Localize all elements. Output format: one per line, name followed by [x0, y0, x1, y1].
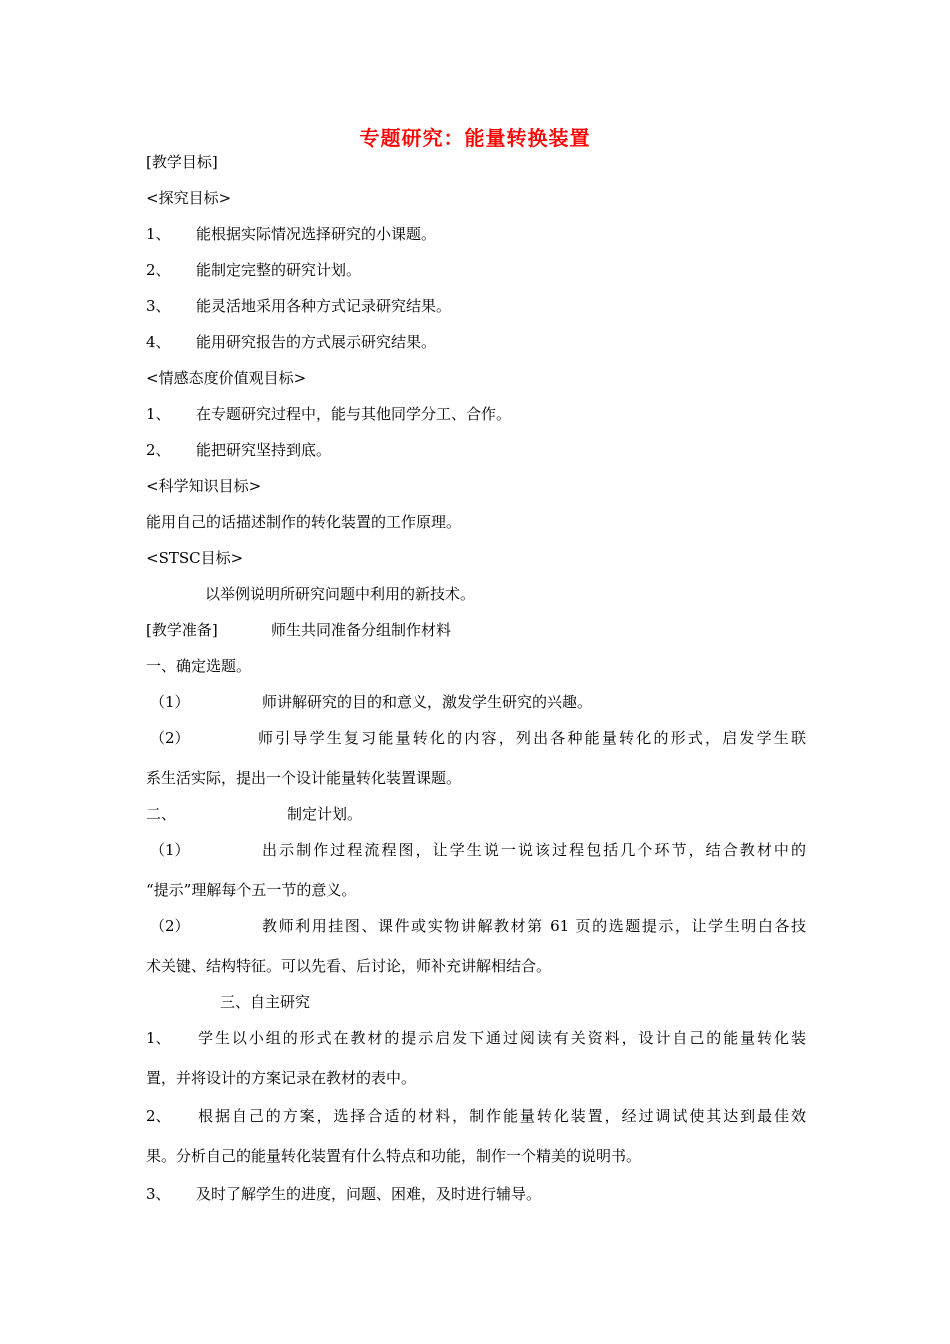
- item-number: （1）: [150, 693, 190, 711]
- item-text-line1: 教师利用挂图、课件或实物讲解教材第 61 页的选题提示，让学生明白各技: [262, 917, 806, 935]
- item-text-line1: 师引导学生复习能量转化的内容，列出各种能量转化的形式，启发学生联: [258, 729, 806, 747]
- prep-text: 师生共同准备分组制作材料: [271, 621, 452, 639]
- heading-emotion-goals: <情感态度价值观目标>: [146, 369, 307, 387]
- section-heading-3: 三、自主研究: [220, 993, 311, 1011]
- section-heading-2: [146, 804, 362, 824]
- list-item: [146, 830, 806, 910]
- item-number: （2）: [150, 917, 190, 935]
- item-number: 3、: [146, 297, 171, 315]
- prep-label: [教学准备]: [146, 621, 218, 639]
- item-number: 4、: [146, 333, 171, 351]
- list-item: [146, 404, 511, 424]
- heading-explore-goals: <探究目标>: [146, 189, 232, 207]
- list-item: [146, 440, 331, 460]
- list-item: [146, 1018, 806, 1098]
- item-text-line2: 系生活实际，提出一个设计能量转化装置课题。: [146, 769, 462, 787]
- list-item: [146, 1096, 806, 1176]
- heading-science-goals: <科学知识目标>: [146, 477, 262, 495]
- item-text-line1: 根据自己的方案，选择合适的材料，制作能量转化装置，经过调试使其达到最佳效: [198, 1107, 806, 1125]
- item-text-line2: 果。分析自己的能量转化装置有什么特点和功能，制作一个精美的说明书。: [146, 1147, 642, 1165]
- item-text-line2: 术关键、结构特征。可以先看、后讨论，师补充讲解相结合。: [146, 957, 552, 975]
- list-item: [146, 332, 436, 352]
- section-number: 二、: [146, 805, 177, 823]
- item-text: 及时了解学生的进度，问题、困难，及时进行辅导。: [196, 1185, 542, 1203]
- list-item: [146, 906, 806, 986]
- list-item: [146, 224, 436, 244]
- item-text-line1: 学生以小组的形式在教材的提示启发下通过阅读有关资料，设计自己的能量转化装: [198, 1029, 806, 1047]
- item-number: （1）: [150, 841, 190, 859]
- list-item: [146, 718, 806, 798]
- item-text-line2: “提示”理解每个五一节的意义。: [146, 881, 357, 899]
- item-number: 2、: [146, 261, 171, 279]
- science-goal-text: 能用自己的话描述制作的转化装置的工作原理。: [146, 513, 462, 531]
- list-item: [146, 260, 361, 280]
- item-number: 2、: [146, 1107, 171, 1125]
- item-text: 能把研究坚持到底。: [196, 441, 332, 459]
- list-item: [146, 1184, 541, 1204]
- document-title: 专题研究：能量转换装置: [359, 126, 591, 150]
- item-number: 1、: [146, 1029, 171, 1047]
- item-text: 在专题研究过程中，能与其他同学分工、合作。: [196, 405, 512, 423]
- item-text-line1: 出示制作过程流程图，让学生说一说该过程包括几个环节，结合教材中的: [262, 841, 806, 859]
- item-number: 2、: [146, 441, 171, 459]
- section-heading-1: 一、确定选题。: [146, 657, 252, 675]
- heading-teaching-goals: [教学目标]: [146, 153, 218, 171]
- item-text-line2: 置，并将设计的方案记录在教材的表中。: [146, 1069, 417, 1087]
- item-number: 1、: [146, 225, 171, 243]
- item-text: 能制定完整的研究计划。: [196, 261, 362, 279]
- item-text: 师讲解研究的目的和意义，激发学生研究的兴趣。: [262, 693, 593, 711]
- item-number: 3、: [146, 1185, 171, 1203]
- list-item: [146, 296, 451, 316]
- item-number: （2）: [150, 729, 190, 747]
- item-text: 能根据实际情况选择研究的小课题。: [196, 225, 437, 243]
- item-text: 能用研究报告的方式展示研究结果。: [196, 333, 437, 351]
- heading-stsc-goals: <STSC目标>: [146, 549, 244, 567]
- stsc-goal-text: 以举例说明所研究问题中利用的新技术。: [205, 585, 476, 603]
- teaching-prep: [146, 620, 451, 640]
- section-title: 制定计划。: [287, 805, 363, 823]
- item-number: 1、: [146, 405, 171, 423]
- item-text: 能灵活地采用各种方式记录研究结果。: [196, 297, 452, 315]
- list-item: [150, 692, 592, 712]
